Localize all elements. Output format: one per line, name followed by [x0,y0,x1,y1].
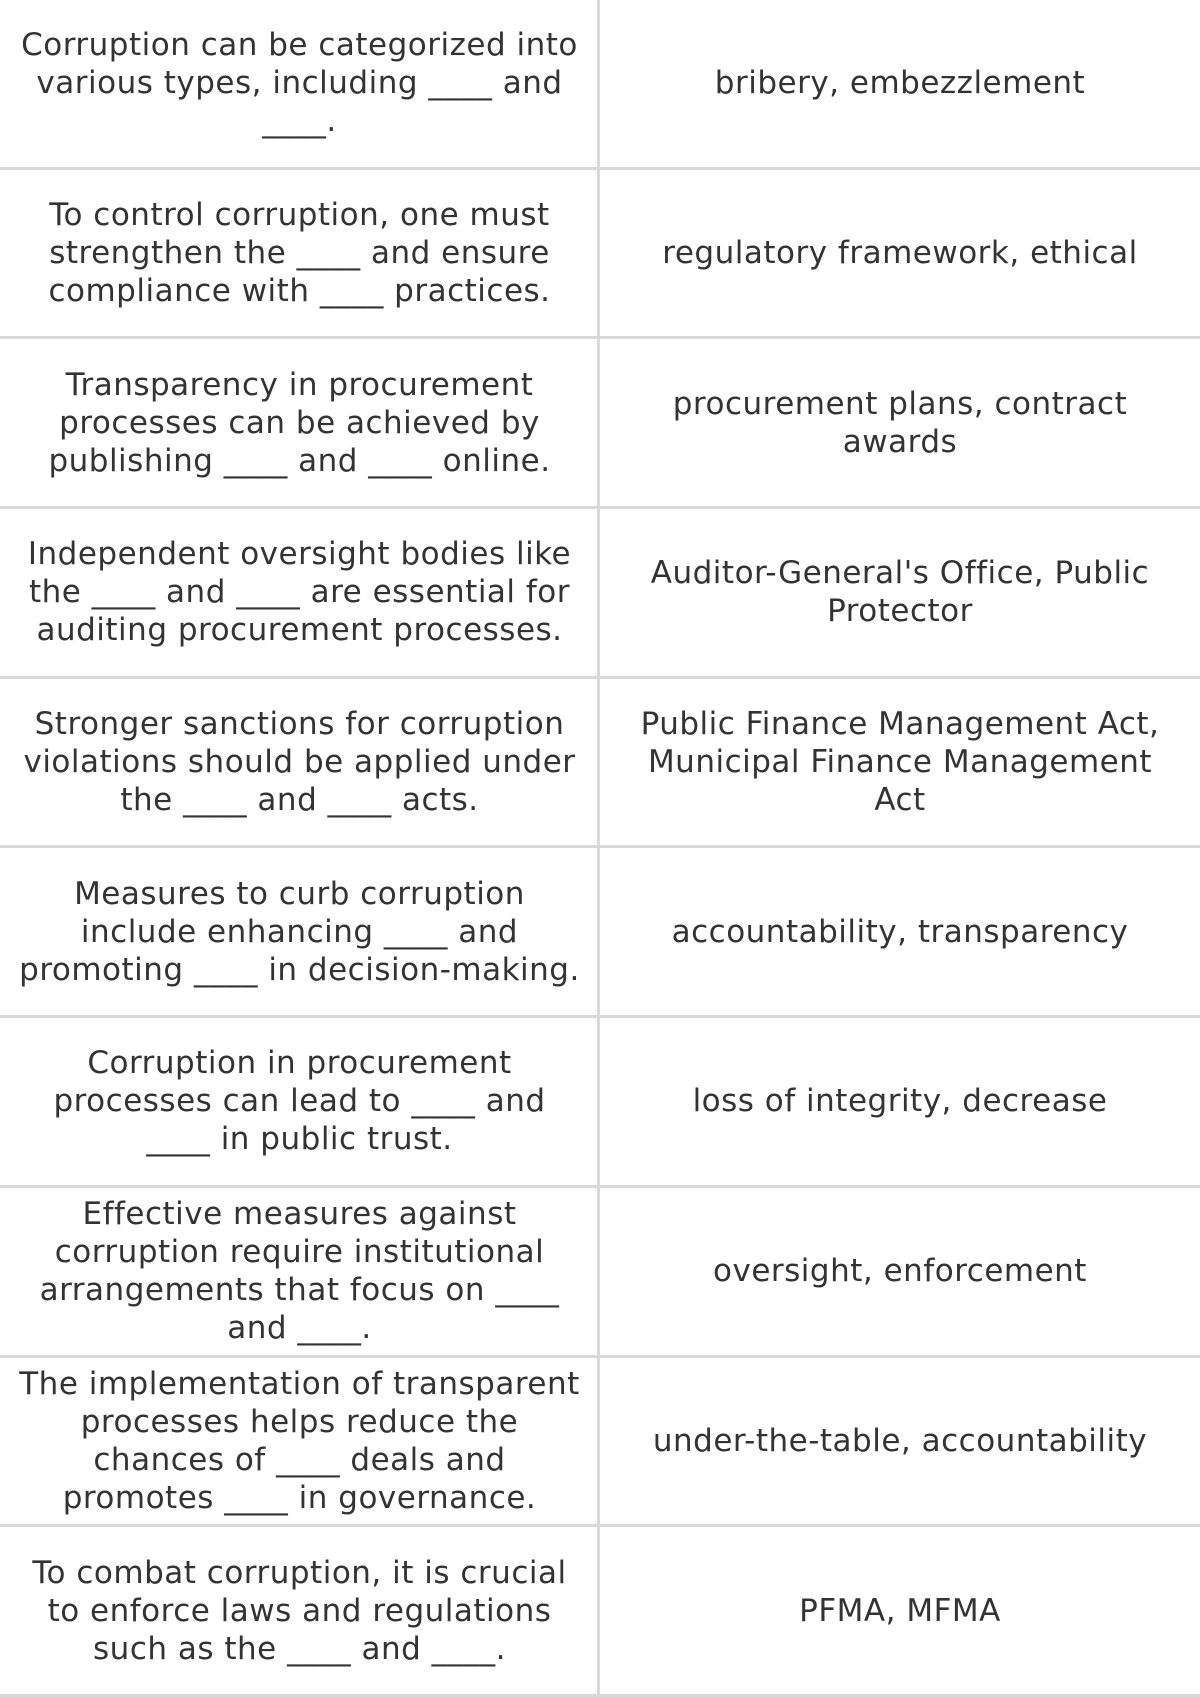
answer-cell [600,679,1200,849]
question-cell [0,679,600,849]
answer-cell [600,1358,1200,1528]
answer-text: bribery, embezzlement [714,65,1086,102]
question-text: Corruption in procurement processes can lead to ____ and ____ in public trust. [53,1045,546,1158]
question-text: Independent oversight bodies like the ____ and ____ are essential for auditing procurement processes. [27,536,572,649]
answer-text: loss of integrity, decrease [692,1083,1108,1120]
question-cell [0,848,600,1018]
answer-cell [600,0,1200,170]
question-cell [0,509,600,679]
question-cell [0,339,600,509]
question-text: Measures to curb corruption include enhancing ____ and promoting ____ in decision-making. [19,875,580,988]
question-text: To combat corruption, it is crucial to enforce laws and regulations such as the ____ and ____. [32,1554,567,1667]
question-text: Effective measures against corruption require institutional arrangements that focus on ____ and ____. [39,1196,560,1347]
question-text: The implementation of transparent processes helps reduce the chances of ____ deals and promotes ____ in governance. [19,1365,580,1516]
answer-text: under-the-table, accountability [652,1422,1148,1459]
answer-text: Public Finance Management Act, Municipal Finance Management Act [640,706,1160,819]
answer-cell [600,509,1200,679]
question-text: To control corruption, one must strengthen the ____ and ensure compliance with ____ practices. [48,197,551,310]
answer-cell [600,848,1200,1018]
question-text: Transparency in procurement processes can be achieved by publishing ____ and ____ online. [48,366,551,479]
answer-text: PFMA, MFMA [799,1592,1001,1629]
answer-text: regulatory framework, ethical [662,235,1138,272]
question-cell [0,1527,600,1697]
question-cell [0,170,600,340]
answer-text: procurement plans, contract awards [672,385,1128,460]
question-text: Stronger sanctions for corruption violations should be applied under the ____ and ____ acts. [23,706,576,819]
answer-cell [600,1188,1200,1358]
question-cell [0,1358,600,1528]
answer-text: Auditor-General's Office, Public Protector [650,555,1150,630]
answer-text: accountability, transparency [671,913,1129,950]
answer-cell [600,339,1200,509]
answer-cell [600,1527,1200,1697]
question-cell [0,1018,600,1188]
answer-cell [600,170,1200,340]
question-cell [0,1188,600,1358]
question-cell [0,0,600,170]
question-text: Corruption can be categorized into various types, including ____ and ____. [21,27,578,140]
answer-cell [600,1018,1200,1188]
answer-text: oversight, enforcement [713,1253,1087,1290]
